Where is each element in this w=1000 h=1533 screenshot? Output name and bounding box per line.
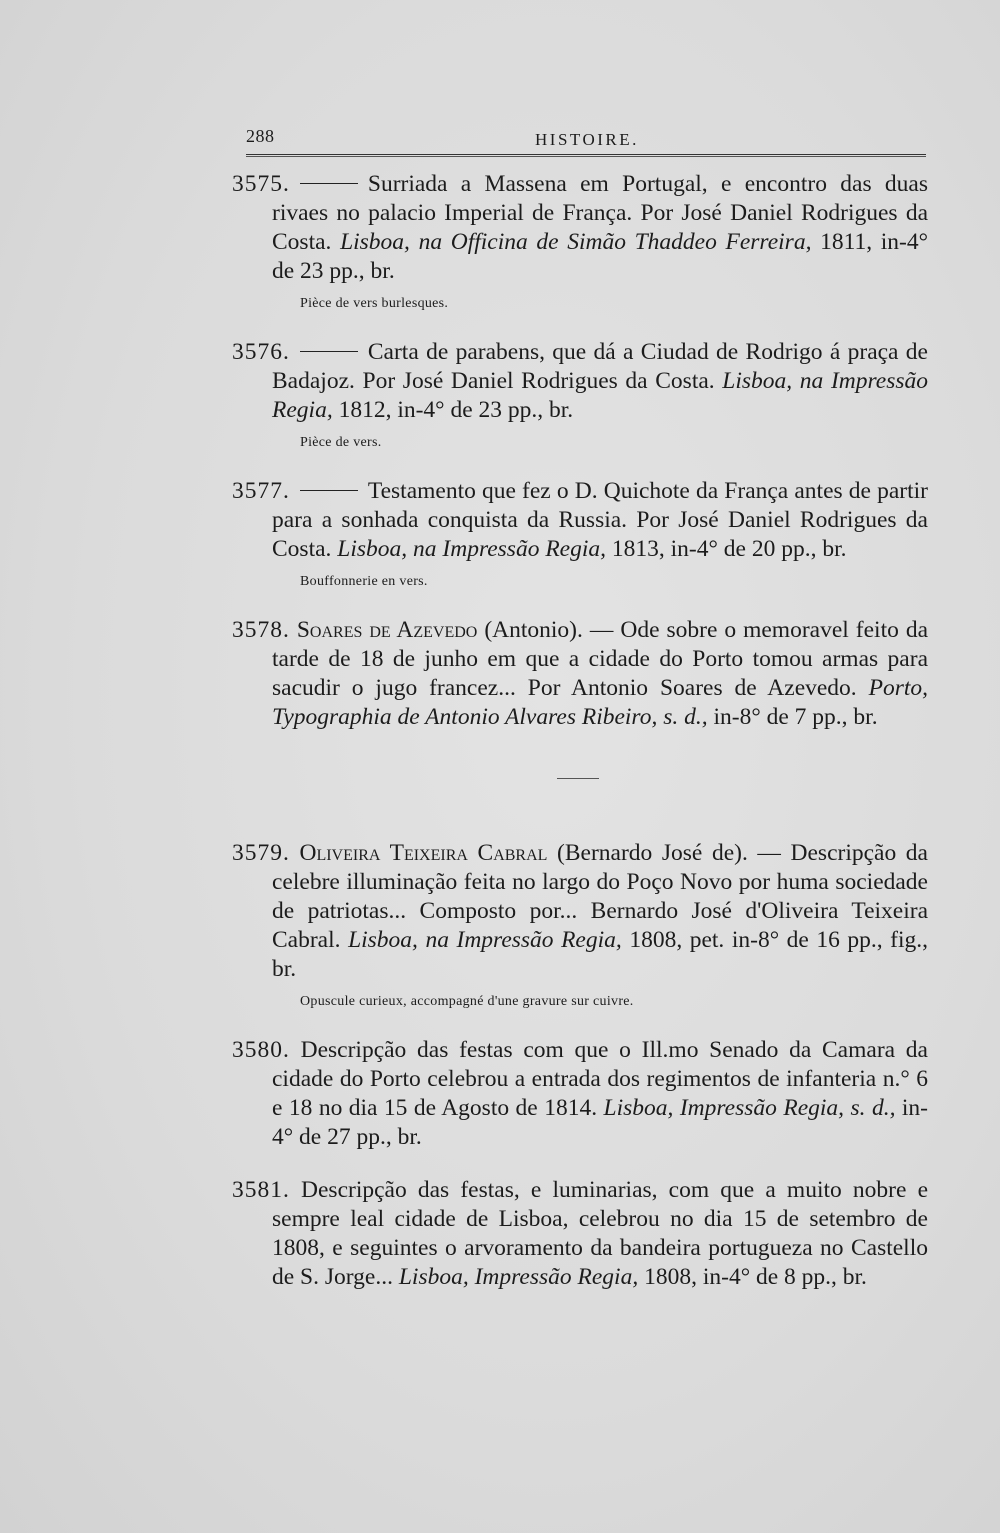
entry-text: Descripção das festas com que o Ill.mo Senado da Camara da cidade do Porto celebrou a entrada dos regimentos de infanteria n.° 6 e 18 no dia 15 de Agosto de 1814. [272, 1037, 928, 1121]
entry-author: Oliveira Teixeira Cabral [299, 840, 548, 866]
ditto-dash [300, 183, 358, 184]
entry-note: Bouffonnerie en vers. [300, 574, 428, 589]
entry-note: Pièce de vers burlesques. [300, 296, 449, 311]
entry-number: 3579. [232, 840, 290, 866]
entry-tail: 1811, in-4° de 23 pp., br. [272, 229, 929, 284]
entry-number: 3576. [232, 339, 290, 365]
page-number: 288 [246, 126, 275, 146]
entry-body [232, 839, 928, 984]
entry-body [232, 1176, 928, 1292]
catalogue-entry-3580 [232, 1036, 928, 1152]
entry-number: 3580. [232, 1037, 290, 1063]
spacer [232, 606, 928, 616]
entry-imprint: Porto, Typographia de Antonio Alvares Ribeiro, s. d., [272, 675, 928, 730]
entry-text: (Bernardo José de). — Descripção da celebre illuminação feita no largo do Poço Novo por huma sociedade de patriotas... Composto por... Bernardo José d'Oliveira Teixeira Cabral. [272, 840, 928, 953]
spacer [232, 1166, 928, 1176]
spacer [232, 467, 928, 477]
entry-number: 3577. [232, 478, 290, 504]
header-rule [246, 154, 926, 157]
entry-body [232, 616, 928, 732]
catalogue-entry-3575 [232, 170, 928, 314]
page-header [246, 126, 926, 156]
entry-imprint: Lisboa, Impressão Regia, [398, 1264, 639, 1290]
entry-text: Descripção das festas, e luminarias, com que a muito nobre e sempre leal cidade de Lisboa, celebrou no dia 15 de setembro de 1808, e seguintes o arvoramento da bandeira portugueza no Castello de S. Jorge... [272, 1177, 929, 1290]
entry-text: Testamento que fez o D. Quichote da França antes de partir para a sonhada conquista da Russia. Por José Daniel Rodrigues da Costa. [272, 478, 928, 562]
entry-note: Opuscule curieux, accompagné d'une gravure sur cuivre. [300, 994, 634, 1009]
entry-tail: in-8° de 7 pp., br. [713, 704, 878, 730]
catalogue-entry-3579 [232, 839, 928, 1012]
entry-number: 3575. [232, 171, 290, 197]
catalogue-entry-3576 [232, 338, 928, 453]
entry-imprint: Lisboa, na Impressão Regia, [348, 927, 622, 953]
entry-text: Surriada a Massena em Portugal, e encontro das duas rivaes no palacio Imperial de França. Por José Daniel Rodrigues da Costa. [272, 171, 928, 255]
entry-tail: 1808, in-4° de 8 pp., br. [644, 1264, 867, 1290]
catalogue-entry-3581 [232, 1176, 928, 1292]
entry-imprint: Lisboa, na Impressão Regia, [272, 368, 928, 423]
spacer [232, 328, 928, 338]
entry-note: Pièce de vers. [300, 435, 382, 450]
entry-imprint: Lisboa, na Officina de Simão Thaddeo Ferreira, [340, 229, 812, 255]
entry-body [232, 338, 928, 425]
catalogue-entry-3578 [232, 616, 928, 732]
entry-tail: in-4° de 27 pp., br. [272, 1095, 929, 1150]
entry-imprint: Lisboa, Impressão Regia, s. d., [603, 1095, 896, 1121]
entry-number: 3578. [232, 617, 290, 643]
entry-body [232, 170, 928, 286]
ditto-dash [300, 490, 358, 491]
entry-body [232, 1036, 928, 1152]
entry-body [232, 477, 928, 564]
spacer [232, 1026, 928, 1036]
entry-text: (Antonio). — Ode sobre o memoravel feito da tarde de 18 de junho em que a cidade do Porto tomou armas para sacudir o jugo francez... Por Antonio Soares de Azevedo. [272, 617, 929, 701]
ditto-dash [300, 351, 358, 352]
running-title: HISTOIRE. [535, 130, 639, 149]
entry-tail: 1808, pet. in-8° de 16 pp., fig., br. [272, 927, 929, 982]
section-separator [557, 778, 599, 779]
catalogue-entry-3577 [232, 477, 928, 592]
entry-number: 3581. [232, 1177, 290, 1203]
catalogue-entries [232, 170, 928, 1306]
entry-tail: 1813, in-4° de 20 pp., br. [611, 536, 847, 562]
entry-text: Carta de parabens, que dá a Ciudad de Rodrigo á praça de Badajoz. Por José Daniel Rodrigues da Costa. [272, 339, 928, 394]
entry-author: Soares de Azevedo [296, 617, 478, 643]
entry-tail: 1812, in-4° de 23 pp., br. [338, 397, 574, 423]
entry-imprint: Lisboa, na Impressão Regia, [337, 536, 607, 562]
